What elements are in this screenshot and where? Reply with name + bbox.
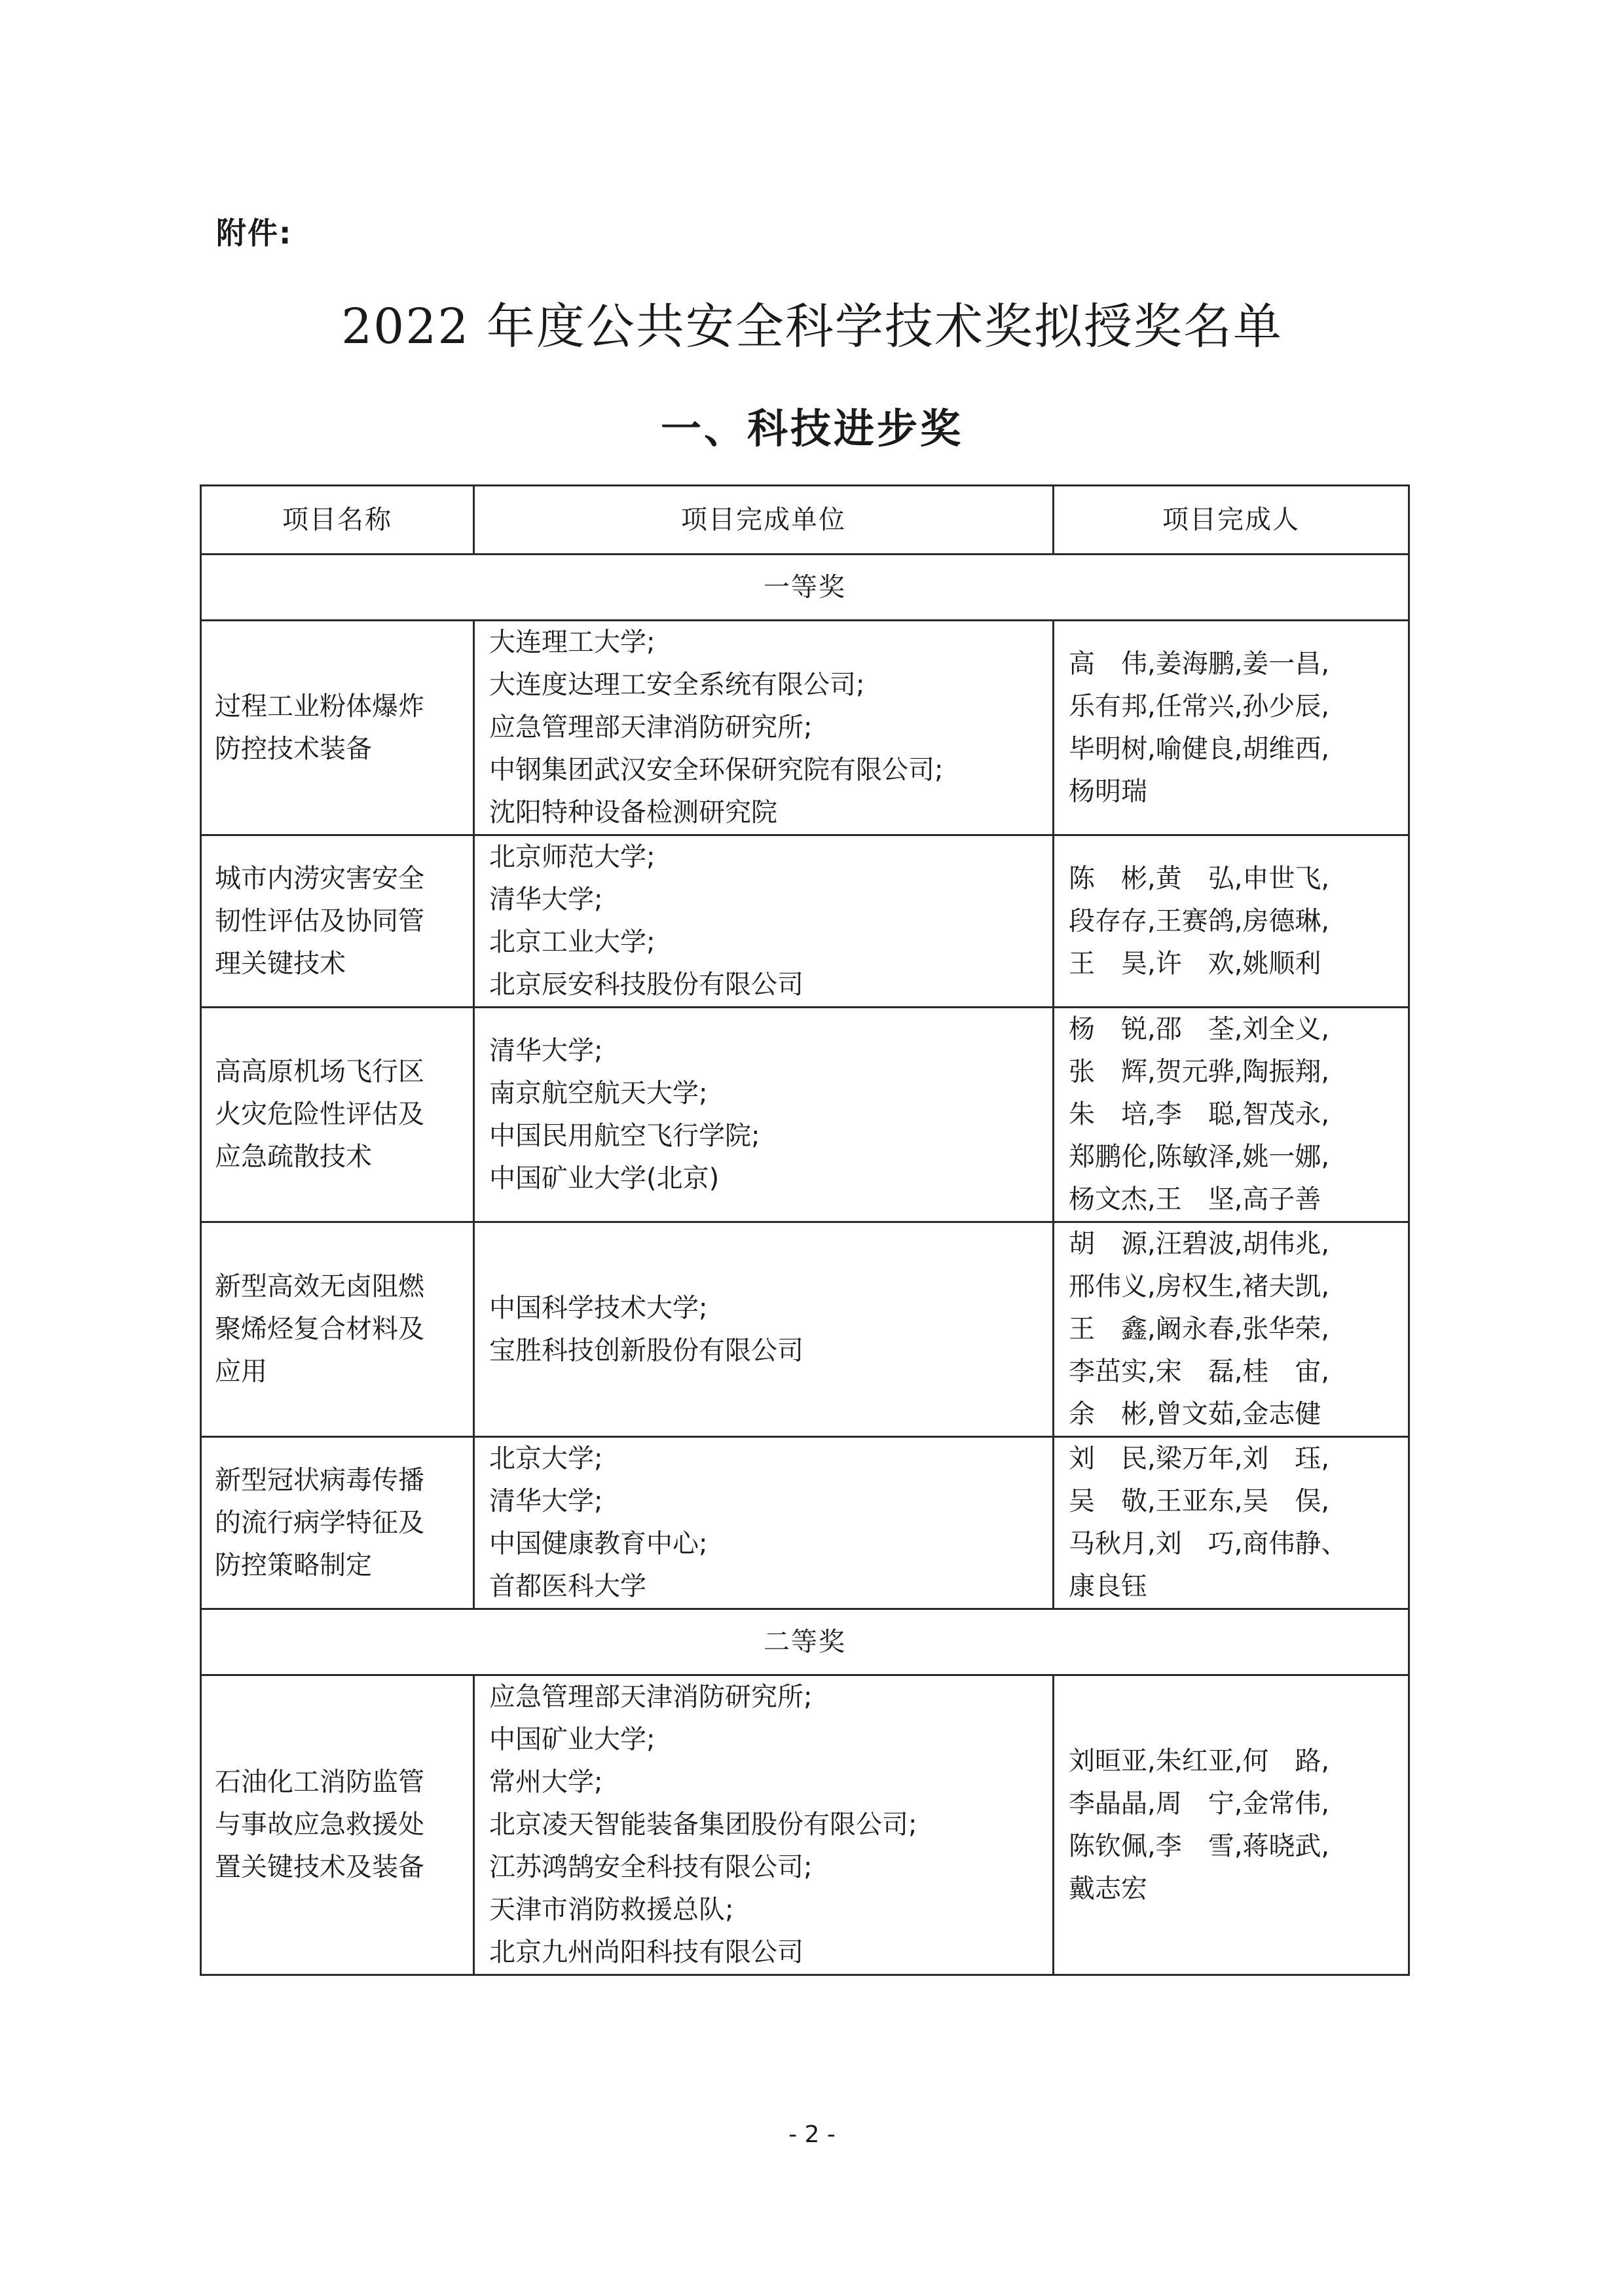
table-row bbox=[201, 621, 1409, 835]
unit-line: 北京辰安科技股份有限公司 bbox=[489, 970, 803, 1000]
person-line: 马秋月,刘 巧,商伟静、 bbox=[1069, 1529, 1348, 1559]
project-name-line: 火灾危险性评估及 bbox=[215, 1099, 424, 1129]
award-table-body bbox=[201, 555, 1409, 1975]
unit-line: 中钢集团武汉安全环保研究院有限公司; bbox=[489, 755, 944, 785]
table-header-row bbox=[201, 486, 1409, 555]
project-name-line: 的流行病学特征及 bbox=[215, 1507, 424, 1538]
person-line: 刘 民,梁万年,刘 珏, bbox=[1069, 1444, 1330, 1474]
project-name-line: 理关键技术 bbox=[215, 948, 346, 979]
person-line: 张 辉,贺元骅,陶振翔, bbox=[1069, 1057, 1330, 1087]
unit-line: 大连理工大学; bbox=[489, 627, 655, 657]
unit-line: 中国矿业大学; bbox=[489, 1724, 655, 1755]
unit-line: 宝胜科技创新股份有限公司 bbox=[489, 1335, 803, 1366]
person-line: 郑鹏伦,陈敏泽,姚一娜, bbox=[1069, 1142, 1330, 1172]
project-name-line: 防控技术装备 bbox=[215, 733, 372, 764]
project-name-line: 防控策略制定 bbox=[215, 1550, 372, 1580]
units-cell bbox=[474, 1675, 1054, 1975]
project-name-line: 韧性评估及协同管 bbox=[215, 905, 424, 936]
unit-line: 北京凌天智能装备集团股份有限公司; bbox=[489, 1810, 917, 1840]
table-row bbox=[201, 1008, 1409, 1222]
tier-label: 二等奖 bbox=[201, 1609, 1409, 1675]
project-name-line: 置关键技术及装备 bbox=[215, 1852, 424, 1882]
person-line: 吴 敬,王亚东,吴 俣, bbox=[1069, 1486, 1330, 1516]
project-name-line: 城市内涝灾害安全 bbox=[215, 863, 424, 894]
person-line: 陈钦佩,李 雪,蒋晓武, bbox=[1069, 1831, 1330, 1861]
units-cell bbox=[474, 621, 1054, 835]
unit-line: 北京九州尚阳科技有限公司 bbox=[489, 1937, 803, 1967]
people-cell bbox=[1054, 1437, 1409, 1609]
award-table bbox=[200, 484, 1410, 1976]
project-name-line: 聚烯烃复合材料及 bbox=[215, 1314, 424, 1344]
person-line: 戴志宏 bbox=[1069, 1873, 1147, 1904]
person-line: 高 伟,姜海鹏,姜一昌, bbox=[1069, 648, 1330, 679]
project-name-line: 新型高效无卤阻燃 bbox=[215, 1271, 424, 1302]
unit-line: 中国科学技术大学; bbox=[489, 1292, 708, 1323]
person-line: 邢伟义,房权生,褚夫凯, bbox=[1069, 1271, 1330, 1302]
person-line: 刘晅亚,朱红亚,何 路, bbox=[1069, 1745, 1330, 1776]
project-name-cell bbox=[201, 621, 474, 835]
person-line: 杨 锐,邵 荃,刘全义, bbox=[1069, 1014, 1330, 1044]
table-row bbox=[201, 1222, 1409, 1437]
unit-line: 首都医科大学 bbox=[489, 1571, 646, 1601]
person-line: 乐有邦,任常兴,孙少辰, bbox=[1069, 691, 1330, 721]
unit-line: 应急管理部天津消防研究所; bbox=[489, 1682, 813, 1712]
units-cell bbox=[474, 835, 1054, 1008]
project-name-cell bbox=[201, 1437, 474, 1609]
person-line: 陈 彬,黄 弘,申世飞, bbox=[1069, 863, 1330, 894]
unit-line: 天津市消防救援总队; bbox=[489, 1895, 734, 1925]
project-name-cell bbox=[201, 835, 474, 1008]
person-line: 胡 源,汪碧波,胡伟兆, bbox=[1069, 1229, 1330, 1259]
unit-line: 大连度达理工安全系统有限公司; bbox=[489, 670, 865, 700]
unit-line: 清华大学; bbox=[489, 1486, 603, 1516]
header-project-name: 项目名称 bbox=[201, 486, 474, 555]
people-cell bbox=[1054, 1008, 1409, 1222]
unit-line: 清华大学; bbox=[489, 1035, 603, 1066]
unit-line: 北京工业大学; bbox=[489, 927, 655, 957]
person-line: 王 昊,许 欢,姚顺利 bbox=[1069, 948, 1321, 979]
document-title: 2022 年度公共安全科学技术奖拟授奖名单 bbox=[341, 299, 1283, 355]
unit-line: 应急管理部天津消防研究所; bbox=[489, 712, 813, 742]
project-name-line: 高高原机场飞行区 bbox=[215, 1057, 424, 1087]
unit-line: 江苏鸿鹄安全科技有限公司; bbox=[489, 1852, 813, 1882]
project-name-cell bbox=[201, 1008, 474, 1222]
project-name-cell bbox=[201, 1222, 474, 1437]
unit-line: 北京师范大学; bbox=[489, 842, 655, 872]
people-cell bbox=[1054, 621, 1409, 835]
project-name-line: 与事故应急救援处 bbox=[215, 1810, 424, 1840]
person-line: 杨文杰,王 坚,高子善 bbox=[1069, 1184, 1321, 1214]
project-name-line: 应急疏散技术 bbox=[215, 1142, 372, 1172]
attachment-label: 附件: bbox=[216, 215, 293, 251]
table-row bbox=[201, 1437, 1409, 1609]
unit-line: 常州大学; bbox=[489, 1767, 603, 1797]
person-line: 朱 培,李 聪,智茂永, bbox=[1069, 1099, 1330, 1129]
header-people: 项目完成人 bbox=[1054, 486, 1409, 555]
table-row bbox=[201, 1675, 1409, 1975]
units-cell bbox=[474, 1008, 1054, 1222]
project-name-line: 石油化工消防监管 bbox=[215, 1767, 424, 1797]
page-number: - 2 - bbox=[788, 2121, 836, 2148]
tier-row bbox=[201, 555, 1409, 621]
project-name-cell bbox=[201, 1675, 474, 1975]
project-name-line: 新型冠状病毒传播 bbox=[215, 1465, 424, 1495]
person-line: 李晶晶,周 宁,金常伟, bbox=[1069, 1788, 1330, 1819]
person-line: 余 彬,曾文茹,金志健 bbox=[1069, 1399, 1321, 1429]
unit-line: 中国健康教育中心; bbox=[489, 1529, 708, 1559]
people-cell bbox=[1054, 1222, 1409, 1437]
unit-line: 北京大学; bbox=[489, 1444, 603, 1474]
person-line: 王 鑫,阚永春,张华荣, bbox=[1069, 1314, 1330, 1344]
people-cell bbox=[1054, 1675, 1409, 1975]
section-heading: 一、科技进步奖 bbox=[660, 405, 963, 452]
units-cell bbox=[474, 1437, 1054, 1609]
person-line: 毕明树,喻健良,胡维西, bbox=[1069, 733, 1330, 764]
unit-line: 中国矿业大学(北京) bbox=[489, 1163, 720, 1194]
unit-line: 南京航空航天大学; bbox=[489, 1078, 708, 1108]
person-line: 李茁实,宋 磊,桂 宙, bbox=[1069, 1357, 1330, 1387]
people-cell bbox=[1054, 835, 1409, 1008]
project-name-line: 过程工业粉体爆炸 bbox=[215, 691, 424, 721]
header-units: 项目完成单位 bbox=[474, 486, 1054, 555]
tier-row bbox=[201, 1609, 1409, 1675]
table-row bbox=[201, 835, 1409, 1008]
person-line: 段存存,王赛鸽,房德琳, bbox=[1069, 905, 1330, 936]
unit-line: 清华大学; bbox=[489, 884, 603, 915]
units-cell bbox=[474, 1222, 1054, 1437]
unit-line: 中国民用航空飞行学院; bbox=[489, 1120, 760, 1151]
person-line: 杨明瑞 bbox=[1069, 776, 1147, 807]
project-name-line: 应用 bbox=[215, 1357, 267, 1387]
tier-label: 一等奖 bbox=[201, 555, 1409, 621]
person-line: 康良钰 bbox=[1069, 1571, 1147, 1601]
unit-line: 沈阳特种设备检测研究院 bbox=[489, 797, 777, 828]
